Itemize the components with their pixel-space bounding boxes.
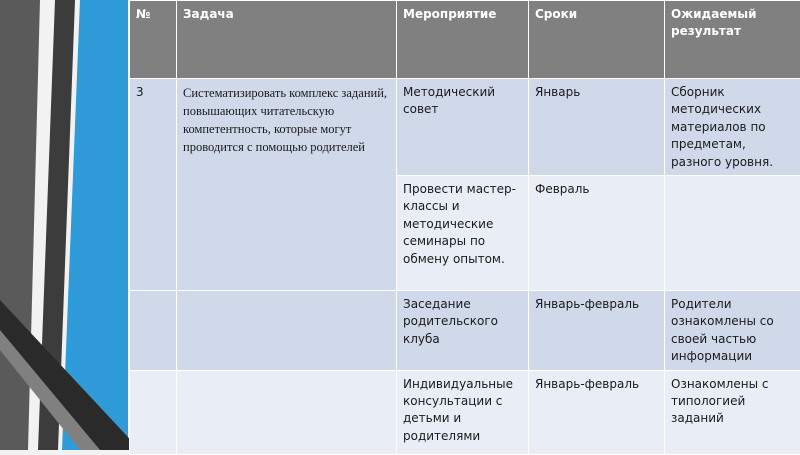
row-task: Систематизировать комплекс заданий, повышающих читательскую компетентность, которые могут проводится с помощью родителей [177,79,397,291]
plan-table [129,0,800,455]
header-row [130,1,800,79]
row-result: Ознакомлены с типологией заданий [665,370,800,454]
table-row [130,290,800,370]
row-task [177,290,397,370]
row-result: Сборник методических материалов по предметам, разного уровня. [665,79,800,176]
header-deadline: Сроки [529,1,665,79]
row-task [177,370,397,454]
row-deadline: Январь-февраль [529,290,665,370]
table-row [130,370,800,454]
row-deadline: Январь-февраль [529,370,665,454]
row-event: Методический совет [397,79,529,176]
row-event: Заседание родительского клуба [397,290,529,370]
row-result [665,175,800,290]
header-result: Ожидаемый результат [665,1,800,79]
row-number [130,290,177,370]
header-number: № [130,1,177,79]
row-number: 3 [130,79,177,291]
table-row [130,79,800,176]
row-result: Родители ознакомлены со своей частью информации [665,290,800,370]
decorative-stripes [0,0,140,450]
row-deadline: Февраль [529,175,665,290]
row-deadline: Январь [529,79,665,176]
header-event: Мероприятие [397,1,529,79]
row-event: Индивидуальные консультации с детьми и родителями [397,370,529,454]
row-number [130,370,177,454]
header-task: Задача [177,1,397,79]
row-event: Провести мастер-классы и методические семинары по обмену опытом. [397,175,529,290]
